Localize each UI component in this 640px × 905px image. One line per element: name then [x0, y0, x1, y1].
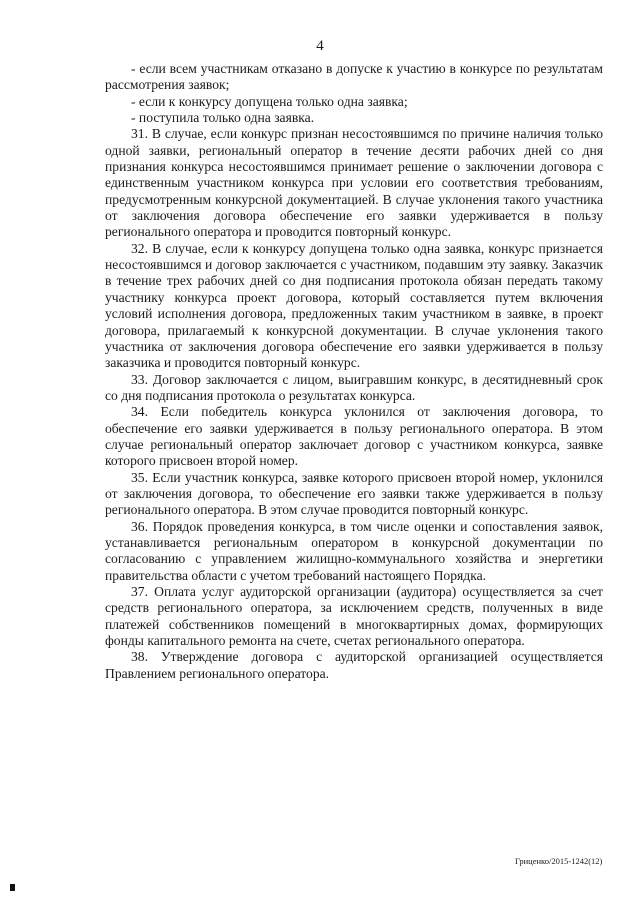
paragraph-list-item-3: - поступила только одна заявка.: [131, 110, 315, 126]
paragraph-33: 33. Договор заключается с лицом, выигравшим конкурс, в десятидневный срок со дня подписания протокола о результатах конкурса.: [105, 371, 603, 403]
paragraph-list-item-1: - если всем участникам отказано в допуске к участию в конкурсе по результатам рассмотрения заявок;: [105, 61, 603, 93]
paragraph-list-item-2: - если к конкурсу допущена только одна заявка;: [131, 93, 408, 109]
document-body: [105, 61, 603, 682]
paragraph-36: 36. Порядок проведения конкурса, в том числе оценки и сопоставления заявок, устанавливается региональным оператором в конкурсной документации по согласованию с управлением жилищно-коммунального хозяйства и энергетики правительства области с учетом требований настоящего Порядка.: [105, 518, 603, 583]
paragraph-35: 35. Если участник конкурса, заявке которого присвоен второй номер, уклонился от заключения договора, то обеспечение его заявки также удерживается в пользу регионального оператора. В этом случае проводится повторный конкурс.: [105, 469, 603, 518]
scan-mark: [10, 884, 15, 891]
paragraph-34: 34. Если победитель конкурса уклонился от заключения договора, то обеспечение его заявки удерживается в пользу регионального оператора. В этом случае региональный оператор заключает договор с участником конкурса, заявке которого присвоен второй номер.: [105, 404, 603, 469]
paragraph-32: 32. В случае, если к конкурсу допущена только одна заявка, конкурс признается несостоявшимся и договор заключается с участником, подавшим эту заявку. Заказчик в течение трех рабочих дней со дня подписания протокола обязан передать такому участнику конкурса проект договора, который составляется путем включения условий исполнения договора, предложенных таким участником в заявке, в проект договора, прилагаемый к конкурсной документации. В случае уклонения такого участника от заключения договора обеспечение его заявки удерживается в пользу заказчика и проводится повторный конкурс.: [105, 240, 603, 371]
page-number: 4: [316, 38, 324, 54]
document-footer-code: Гриценко/2015-1242(12): [515, 856, 603, 866]
paragraph-37: 37. Оплата услуг аудиторской организации (аудитора) осуществляется за счет средств регионального оператора, за исключением средств, полученных в виде платежей собственников помещений в многоквартирных домах, формирующих фонды капитального ремонта на счете, счетах регионального оператора.: [105, 584, 603, 649]
paragraph-38: 38. Утверждение договора с аудиторской организацией осуществляется Правлением регионального оператора.: [105, 649, 603, 681]
paragraph-31: 31. В случае, если конкурс признан несостоявшимся по причине наличия только одной заявки, региональный оператор в течение десяти рабочих дней со дня признания конкурса несостоявшимся принимает решение о заключении договора с единственным участником конкурса при условии его соответствия требованиям, предусмотренным конкурсной документацией. В случае уклонения такого участника от заключения договора обеспечение его заявки удерживается в пользу регионального оператора и проводится повторный конкурс.: [105, 126, 603, 240]
